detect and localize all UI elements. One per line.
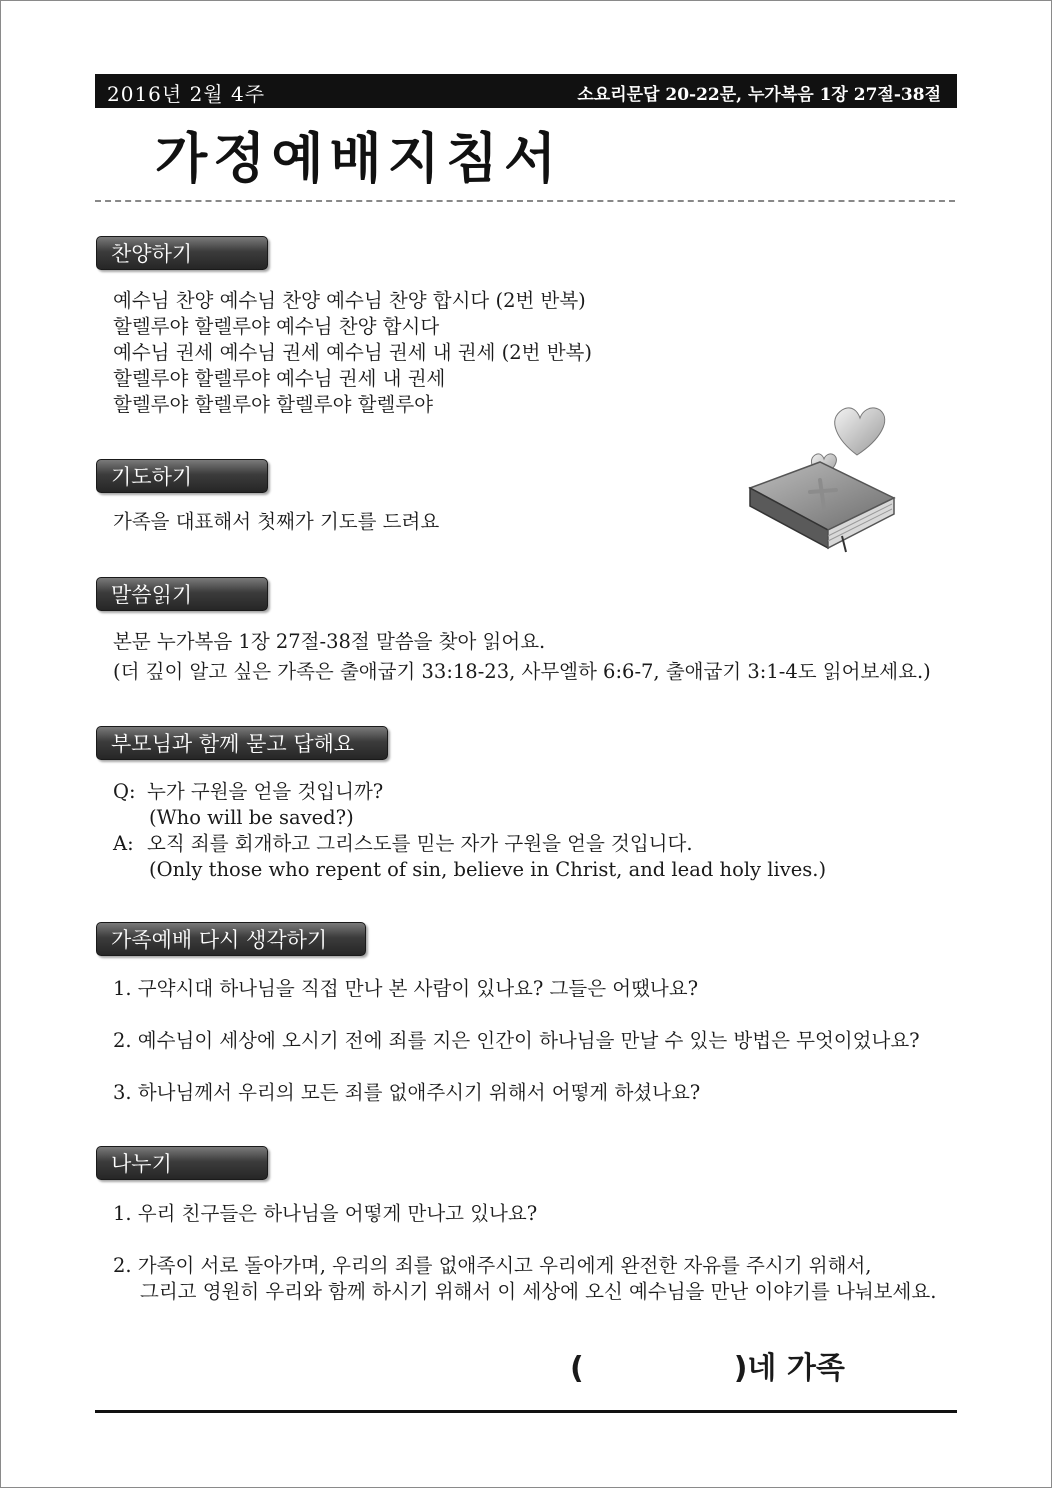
review-item-1: 1. 구약시대 하나님을 직접 만나 본 사람이 있나요? 그들은 어땠나요? [113, 977, 699, 1000]
qa-answer [113, 831, 693, 857]
bible-with-hearts-icon [742, 400, 902, 564]
section-heading-praise: 찬양하기 [96, 236, 268, 270]
praise-line-1: 예수님 찬양 예수님 찬양 예수님 찬양 합시다 (2번 반복) [113, 289, 586, 312]
qa-question [113, 779, 383, 805]
section-heading-qa: 부모님과 함께 묻고 답해요 [96, 726, 388, 760]
sharing-item-2-line-2: 그리고 영원히 우리와 함께 하시기 위해서 이 세상에 오신 예수님을 만난 이야기를 나눠보세요. [140, 1280, 937, 1303]
question-text: 누가 구원을 얻을 것입니까? [147, 780, 384, 803]
page-title: 가정예배지침서 [155, 127, 563, 190]
question-label: Q: [113, 780, 136, 803]
section-heading-prayer: 기도하기 [96, 459, 268, 493]
header-bar [95, 74, 957, 108]
sharing-item-2-line-1: 2. 가족이 서로 돌아가며, 우리의 죄를 없애주시고 우리에게 완전한 자유를 주시기 위해서, [113, 1254, 872, 1277]
bottom-divider [95, 1410, 957, 1413]
section-heading-reading: 말씀읽기 [96, 577, 268, 611]
title-divider [95, 200, 955, 202]
family-label: )네 가족 [733, 1351, 845, 1386]
section-heading-review: 가족예배 다시 생각하기 [96, 922, 366, 956]
reading-line-2: (더 깊이 알고 싶은 가족은 출애굽기 33:18-23, 사무엘하 6:6-7, 출애굽기 3:1-4도 읽어보세요.) [113, 660, 931, 683]
prayer-text: 가족을 대표해서 첫째가 기도를 드려요 [113, 510, 440, 533]
praise-line-3: 예수님 권세 예수님 권세 예수님 권세 내 권세 (2번 반복) [113, 341, 592, 364]
answer-english: (Only those who repent of sin, believe in Christ, and lead holy lives.) [149, 858, 827, 881]
question-english: (Who will be saved?) [149, 806, 354, 829]
answer-label: A: [113, 832, 134, 855]
review-item-2: 2. 예수님이 세상에 오시기 전에 죄를 지은 인간이 하나님을 만날 수 있는 방법은 무엇이었나요? [113, 1029, 920, 1052]
praise-line-2: 할렐루야 할렐루야 예수님 찬양 합시다 [113, 315, 440, 338]
review-item-3: 3. 하나님께서 우리의 모든 죄를 없애주시기 위해서 어떻게 하셨나요? [113, 1081, 701, 1104]
header-date: 2016년 2월 4주 [107, 82, 266, 106]
header-reference: 소요리문답 20-22문, 누가복음 1장 27절-38절 [577, 85, 941, 105]
answer-text: 오직 죄를 회개하고 그리스도를 믿는 자가 구원을 얻을 것입니다. [147, 832, 693, 855]
praise-line-5: 할렐루야 할렐루야 할렐루야 할렐루야 [113, 393, 433, 416]
section-heading-sharing: 나누기 [96, 1146, 268, 1180]
family-open-paren: ( [570, 1351, 584, 1386]
reading-line-1: 본문 누가복음 1장 27절-38절 말씀을 찾아 읽어요. [113, 630, 546, 653]
praise-line-4: 할렐루야 할렐루야 예수님 권세 내 권세 [113, 367, 446, 390]
family-name-line [570, 1343, 845, 1387]
sharing-item-1: 1. 우리 친구들은 하나님을 어떻게 만나고 있나요? [113, 1202, 538, 1225]
